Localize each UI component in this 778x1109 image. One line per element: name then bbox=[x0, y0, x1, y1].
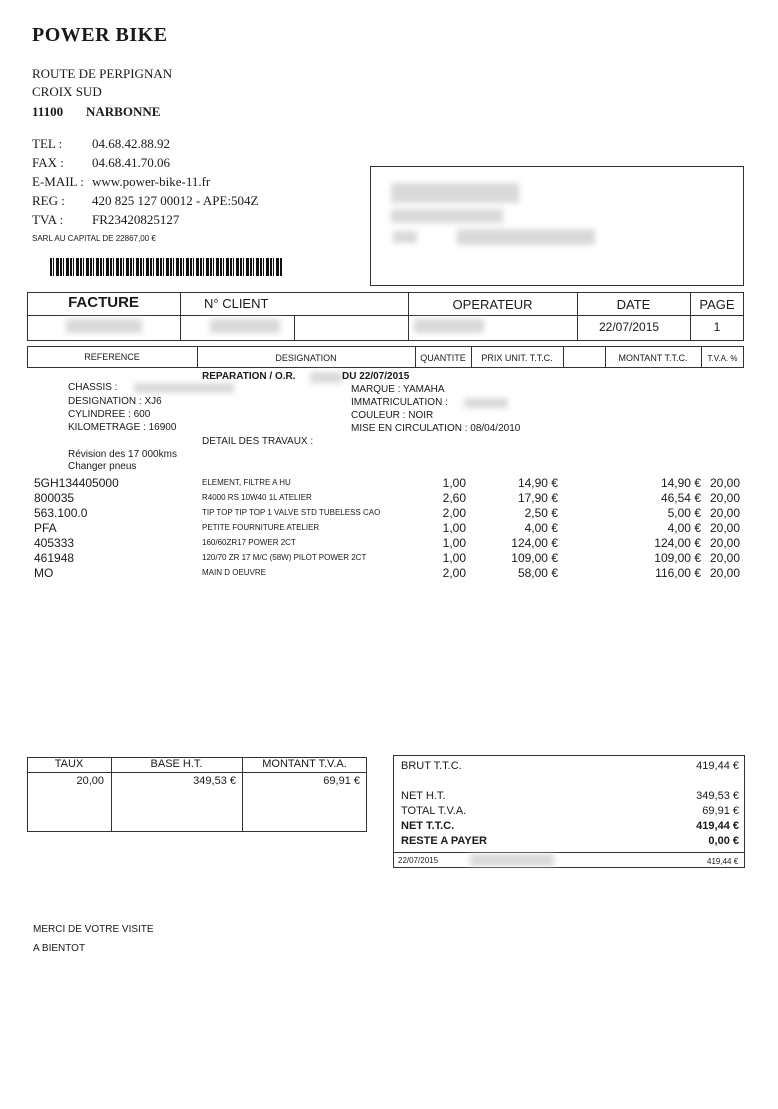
line-unit-price: 17,90 € bbox=[517, 491, 558, 505]
change-tyres-note: Changer pneus bbox=[68, 461, 137, 472]
total-tva-value: 69,91 € bbox=[702, 805, 739, 817]
client-number-label: N° CLIENT bbox=[204, 296, 269, 311]
line-item bbox=[0, 506, 778, 521]
net-ht-value: 349,53 € bbox=[696, 790, 739, 802]
line-total: 46,54 € bbox=[660, 491, 701, 505]
barcode-image bbox=[50, 258, 282, 276]
line-unit-price: 58,00 € bbox=[517, 566, 558, 580]
repair-date: DU 22/07/2015 bbox=[342, 371, 410, 382]
line-total: 5,00 € bbox=[667, 506, 701, 520]
line-tva: 20,00 bbox=[709, 521, 740, 535]
reg-value: 420 825 127 00012 - APE:504Z bbox=[92, 193, 259, 208]
line-item bbox=[0, 551, 778, 566]
footer-goodbye: A BIENTOT bbox=[33, 943, 86, 954]
line-total: 116,00 € bbox=[655, 566, 701, 580]
reste-value: 0,00 € bbox=[708, 835, 739, 847]
col-reference: REFERENCE bbox=[84, 352, 140, 362]
redacted-plate bbox=[464, 398, 508, 408]
line-unit-price: 14,90 € bbox=[517, 476, 558, 490]
line-ref: 405333 bbox=[34, 536, 75, 550]
line-tva: 20,00 bbox=[709, 476, 740, 490]
col-montant: MONTANT T.T.C. bbox=[618, 353, 688, 363]
line-tva: 20,00 bbox=[709, 491, 740, 505]
line-qty: 1,00 bbox=[442, 536, 466, 550]
line-ref: MO bbox=[34, 566, 54, 580]
tva-label: TVA : bbox=[32, 212, 64, 227]
line-ref: 800035 bbox=[34, 491, 75, 505]
line-designation: 120/70 ZR 17 M/C (58W) PILOT POWER 2CT bbox=[202, 553, 367, 562]
brut-label: BRUT T.T.C. bbox=[401, 760, 462, 772]
line-unit-price: 2,50 € bbox=[524, 506, 558, 520]
net-ttc-value: 419,44 € bbox=[696, 820, 739, 832]
payment-amount: 419,44 € bbox=[707, 857, 739, 866]
vehicle-kilometrage: KILOMETRAGE : 16900 bbox=[68, 422, 177, 433]
vat-montant-label: MONTANT T.V.A. bbox=[262, 758, 347, 770]
reste-label: RESTE A PAYER bbox=[401, 835, 487, 847]
line-qty: 1,00 bbox=[442, 551, 466, 565]
line-total: 124,00 € bbox=[654, 536, 701, 550]
line-ref: 5GH134405000 bbox=[34, 476, 119, 490]
line-qty: 2,60 bbox=[442, 491, 466, 505]
reg-label: REG : bbox=[32, 193, 65, 208]
line-item bbox=[0, 536, 778, 551]
brut-value: 419,44 € bbox=[696, 760, 739, 772]
footer-thanks: MERCI DE VOTRE VISITE bbox=[33, 924, 154, 935]
vehicle-marque: MARQUE : YAMAHA bbox=[351, 384, 445, 395]
tva-value: FR23420825127 bbox=[92, 212, 180, 227]
line-designation: 160/60ZR17 POWER 2CT bbox=[202, 538, 296, 547]
redacted-invoice-number bbox=[66, 319, 142, 333]
payment-date: 22/07/2015 bbox=[398, 856, 439, 865]
tel-label: TEL : bbox=[32, 136, 63, 151]
line-qty: 1,00 bbox=[442, 476, 466, 490]
line-total: 14,90 € bbox=[660, 476, 701, 490]
line-designation: ELEMENT, FILTRE A HU bbox=[202, 478, 291, 487]
line-designation: PETITE FOURNITURE ATELIER bbox=[202, 523, 320, 532]
line-tva: 20,00 bbox=[709, 566, 740, 580]
line-unit-price: 109,00 € bbox=[511, 551, 558, 565]
facture-title: FACTURE bbox=[68, 294, 139, 311]
vat-taux-label: TAUX bbox=[54, 758, 84, 770]
net-ttc-label: NET T.T.C. bbox=[401, 820, 455, 832]
total-tva-label: TOTAL T.V.A. bbox=[401, 805, 467, 817]
line-ref: 461948 bbox=[34, 551, 75, 565]
line-qty: 2,00 bbox=[442, 506, 466, 520]
line-tva: 20,00 bbox=[709, 551, 740, 565]
detail-travaux: DETAIL DES TRAVAUX : bbox=[202, 436, 314, 447]
total-tva-row bbox=[398, 805, 743, 819]
vehicle-mise-en-circulation: MISE EN CIRCULATION : 08/04/2010 bbox=[351, 423, 521, 434]
page-number: 1 bbox=[713, 320, 721, 334]
redacted-operator bbox=[414, 319, 484, 333]
fax-value: 04.68.41.70.06 bbox=[92, 155, 170, 170]
line-total: 4,00 € bbox=[667, 521, 701, 535]
col-quantite: QUANTITE bbox=[420, 353, 466, 363]
line-ref: 563.100.0 bbox=[34, 506, 88, 520]
col-prix: PRIX UNIT. T.T.C. bbox=[481, 353, 553, 363]
line-unit-price: 4,00 € bbox=[524, 521, 558, 535]
chassis-label: CHASSIS : bbox=[68, 382, 118, 393]
line-item bbox=[0, 491, 778, 506]
operator-label: OPERATEUR bbox=[452, 297, 533, 312]
net-ht-label: NET H.T. bbox=[401, 790, 446, 802]
line-ref: PFA bbox=[34, 521, 57, 535]
company-address-2: CROIX SUD bbox=[32, 84, 102, 99]
vat-montant-value: 69,91 € bbox=[323, 775, 360, 787]
company-city: NARBONNE bbox=[86, 104, 161, 119]
vehicle-cylindree: CYLINDREE : 600 bbox=[68, 409, 151, 420]
line-total: 109,00 € bbox=[654, 551, 701, 565]
fax-label: FAX : bbox=[32, 155, 64, 170]
reste-row bbox=[398, 835, 743, 849]
redacted-client-number bbox=[210, 319, 280, 333]
email-label: E-MAIL : bbox=[32, 174, 84, 189]
redacted-chassis bbox=[134, 383, 234, 393]
redacted-payment-method bbox=[470, 854, 554, 866]
col-tva: T.V.A. % bbox=[707, 354, 738, 363]
line-qty: 1,00 bbox=[442, 521, 466, 535]
vehicle-designation: DESIGNATION : XJ6 bbox=[68, 396, 162, 407]
line-item bbox=[0, 521, 778, 536]
company-address-1: ROUTE DE PERPIGNAN bbox=[32, 66, 173, 81]
line-qty: 2,00 bbox=[442, 566, 466, 580]
line-designation: MAIN D OEUVRE bbox=[202, 568, 267, 577]
capital-note: SARL AU CAPITAL DE 22867,00 € bbox=[32, 234, 156, 243]
line-designation: TIP TOP TIP TOP 1 VALVE STD TUBELESS CAO bbox=[202, 508, 381, 517]
tel-value: 04.68.42.88.92 bbox=[92, 136, 170, 151]
line-tva: 20,00 bbox=[709, 536, 740, 550]
net-ttc-row bbox=[398, 820, 743, 834]
revision-note: Révision des 17 000kms bbox=[68, 449, 177, 460]
vat-base-value: 349,53 € bbox=[193, 775, 236, 787]
line-unit-price: 124,00 € bbox=[511, 536, 558, 550]
date-label: DATE bbox=[616, 297, 651, 312]
line-item bbox=[0, 476, 778, 491]
line-item bbox=[0, 566, 778, 581]
company-postcode: 11100 bbox=[32, 104, 64, 119]
page-label: PAGE bbox=[699, 297, 735, 312]
line-tva: 20,00 bbox=[709, 506, 740, 520]
repair-title: REPARATION / O.R. bbox=[202, 371, 296, 382]
vat-base-label: BASE H.T. bbox=[150, 758, 203, 770]
net-ht-row bbox=[398, 790, 743, 804]
company-name: POWER BIKE bbox=[32, 24, 168, 46]
brut-row bbox=[398, 760, 743, 774]
redacted-repair-order bbox=[310, 372, 342, 383]
vat-taux-value: 20,00 bbox=[76, 775, 104, 787]
col-designation: DESIGNATION bbox=[275, 353, 337, 363]
invoice-date: 22/07/2015 bbox=[599, 320, 660, 334]
vehicle-couleur: COULEUR : NOIR bbox=[351, 410, 434, 421]
email-value: www.power-bike-11.fr bbox=[92, 174, 211, 189]
vehicle-immatriculation: IMMATRICULATION : bbox=[351, 397, 448, 408]
customer-address-box bbox=[370, 166, 744, 286]
line-designation: R4000 RS 10W40 1L ATELIER bbox=[202, 493, 312, 502]
